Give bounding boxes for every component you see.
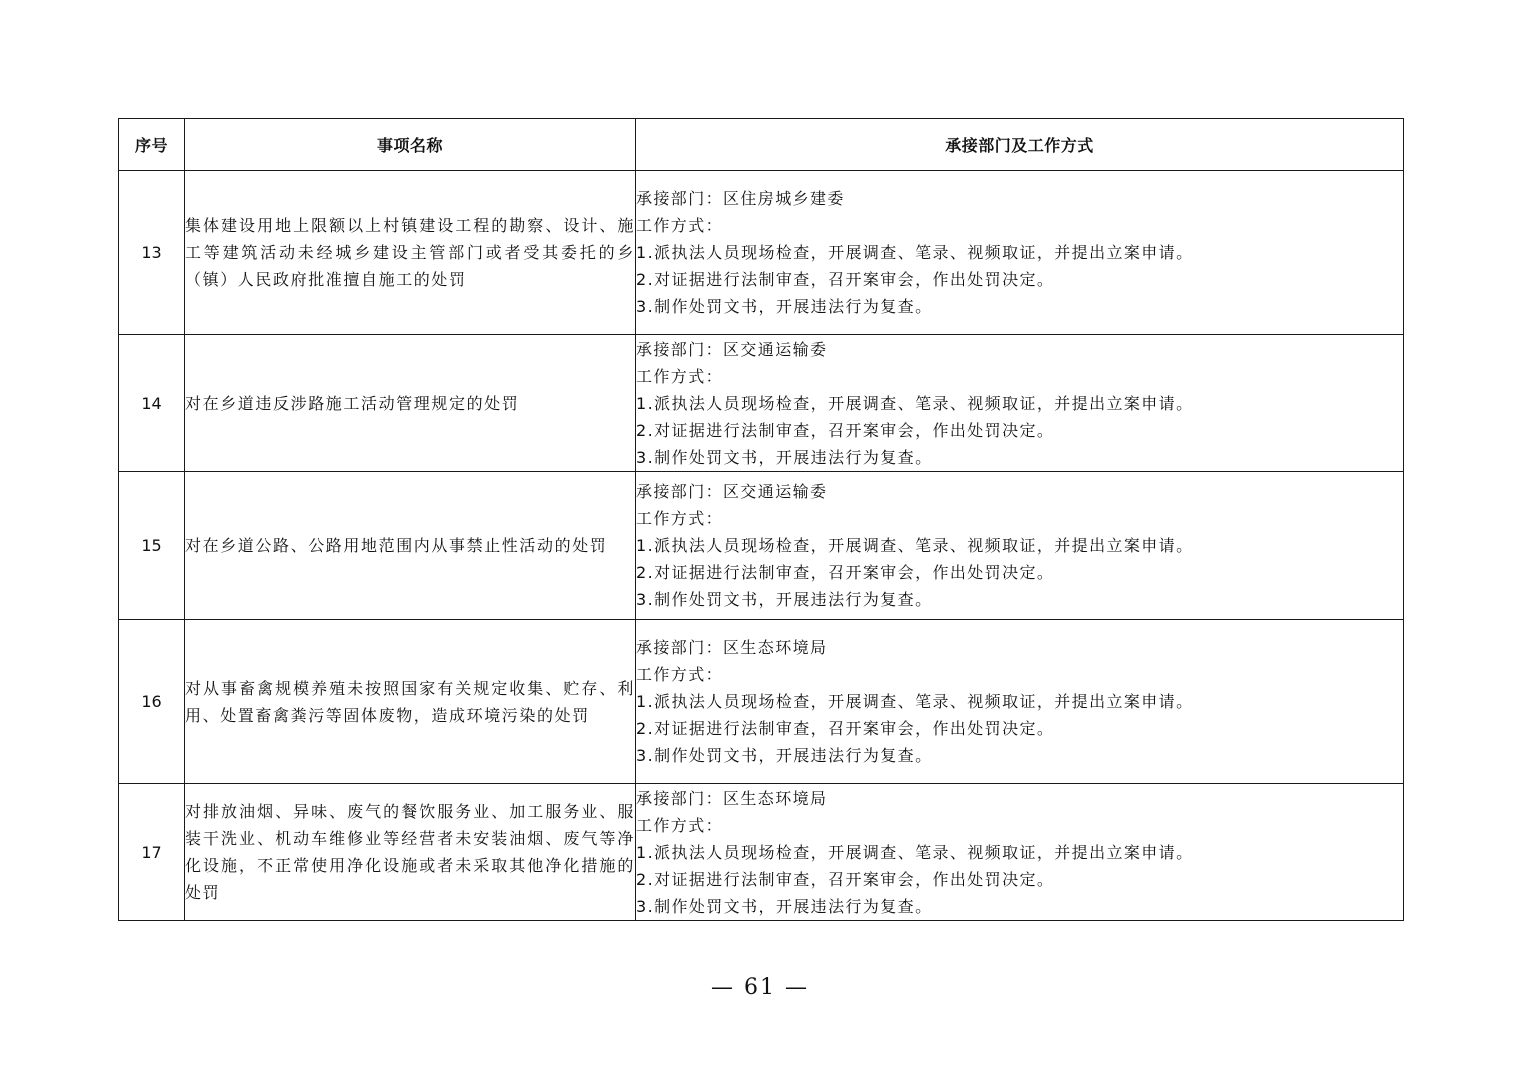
step-2: 2.对证据进行法制审查，召开案审会，作出处罚决定。 — [636, 719, 1055, 738]
method-line: 工作方式： — [636, 509, 724, 528]
method-line: 工作方式： — [636, 665, 724, 684]
row-dept-cell — [636, 335, 1404, 472]
step-1: 1.派执法人员现场检查，开展调查、笔录、视频取证，并提出立案申请。 — [636, 536, 1194, 555]
step-3: 3.制作处罚文书，开展违法行为复查。 — [636, 297, 933, 316]
header-name: 事项名称 — [185, 119, 636, 171]
dept-line: 承接部门：区住房城乡建委 — [636, 189, 845, 208]
header-dept: 承接部门及工作方式 — [636, 119, 1404, 171]
table-header-row — [119, 119, 1404, 171]
row-dept-cell — [636, 472, 1404, 620]
dept-line: 承接部门：区交通运输委 — [636, 339, 828, 359]
row-name: 对在乡道违反涉路施工活动管理规定的处罚 — [185, 335, 636, 472]
table-row — [119, 472, 1404, 620]
row-index: 17 — [119, 784, 185, 921]
row-name: 集体建设用地上限额以上村镇建设工程的勘察、设计、施工等建筑活动未经城乡建设主管部门或者受其委托的乡（镇）人民政府批准擅自施工的处罚 — [185, 171, 636, 335]
row-index: 14 — [119, 335, 185, 472]
row-name: 对排放油烟、异味、废气的餐饮服务业、加工服务业、服装干洗业、机动车维修业等经营者未安装油烟、废气等净化设施，不正常使用净化设施或者未采取其他净化措施的处罚 — [185, 784, 636, 921]
step-3: 3.制作处罚文书，开展违法行为复查。 — [636, 896, 933, 916]
row-dept-cell — [636, 171, 1404, 335]
step-2: 2.对证据进行法制审查，召开案审会，作出处罚决定。 — [636, 420, 1055, 440]
method-line: 工作方式： — [636, 216, 724, 235]
row-name: 对从事畜禽规模养殖未按照国家有关规定收集、贮存、利用、处置畜禽粪污等固体废物，造成环境污染的处罚 — [185, 620, 636, 784]
dept-line: 承接部门：区生态环境局 — [636, 788, 828, 808]
table-row — [119, 784, 1404, 921]
method-line: 工作方式： — [636, 366, 724, 386]
dept-line: 承接部门：区生态环境局 — [636, 638, 828, 657]
step-2: 2.对证据进行法制审查，召开案审会，作出处罚决定。 — [636, 270, 1055, 289]
dept-line: 承接部门：区交通运输委 — [636, 482, 828, 501]
row-name: 对在乡道公路、公路用地范围内从事禁止性活动的处罚 — [185, 472, 636, 620]
step-1: 1.派执法人员现场检查，开展调查、笔录、视频取证，并提出立案申请。 — [636, 692, 1194, 711]
table-row — [119, 620, 1404, 784]
step-1: 1.派执法人员现场检查，开展调查、笔录、视频取证，并提出立案申请。 — [636, 842, 1194, 862]
row-index: 16 — [119, 620, 185, 784]
row-index: 15 — [119, 472, 185, 620]
step-3: 3.制作处罚文书，开展违法行为复查。 — [636, 447, 933, 467]
page-number: — 61 — — [711, 975, 809, 1000]
step-1: 1.派执法人员现场检查，开展调查、笔录、视频取证，并提出立案申请。 — [636, 243, 1194, 262]
table-row — [119, 171, 1404, 335]
row-dept-cell — [636, 620, 1404, 784]
table-row — [119, 335, 1404, 472]
step-2: 2.对证据进行法制审查，召开案审会，作出处罚决定。 — [636, 563, 1055, 582]
step-3: 3.制作处罚文书，开展违法行为复查。 — [636, 590, 933, 609]
step-2: 2.对证据进行法制审查，召开案审会，作出处罚决定。 — [636, 869, 1055, 889]
row-index: 13 — [119, 171, 185, 335]
header-index: 序号 — [119, 119, 185, 171]
method-line: 工作方式： — [636, 815, 724, 835]
row-dept-cell — [636, 784, 1404, 921]
step-3: 3.制作处罚文书，开展违法行为复查。 — [636, 746, 933, 765]
step-1: 1.派执法人员现场检查，开展调查、笔录、视频取证，并提出立案申请。 — [636, 393, 1194, 413]
matters-table — [118, 118, 1404, 921]
